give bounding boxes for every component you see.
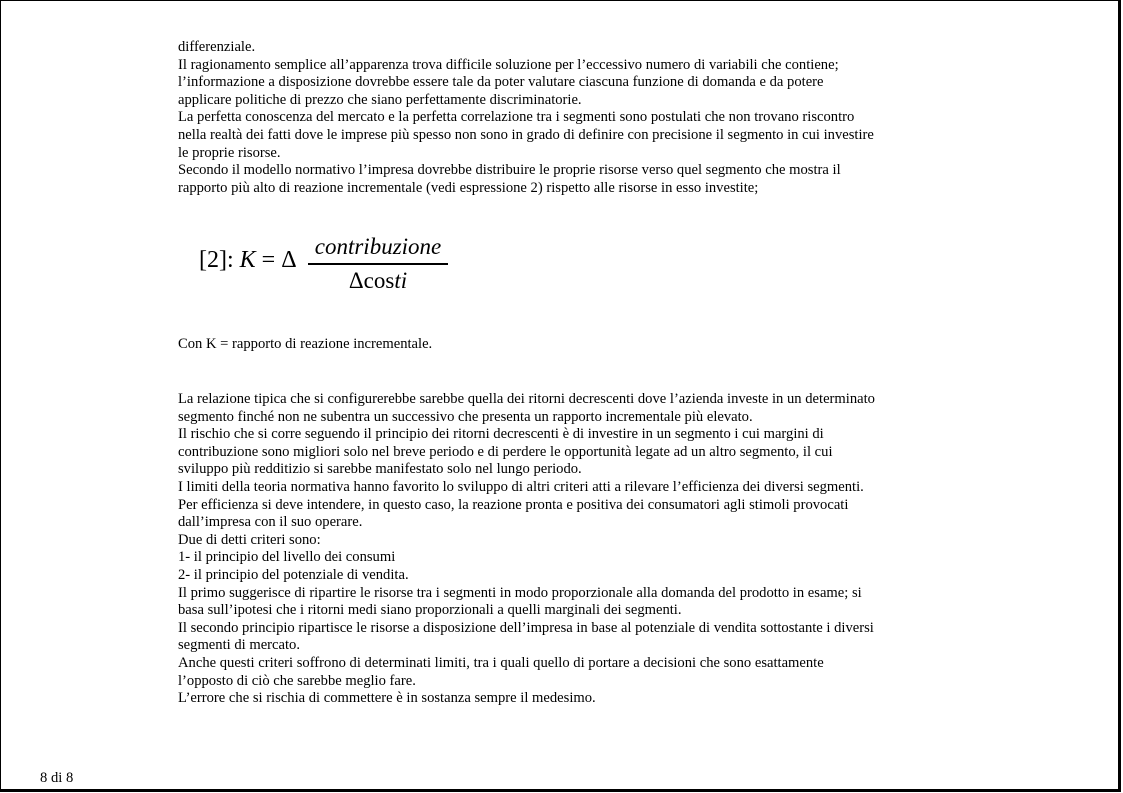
text-line: l’opposto di ciò che sarebbe meglio fare.: [178, 672, 416, 689]
text-line: basa sull’ipotesi che i ritorni medi siano proporzionali a quelli marginali dei segmenti.: [178, 602, 682, 619]
formula-fraction: [308, 233, 448, 294]
formula-variable: K: [239, 247, 256, 273]
text-line: rapporto più alto di reazione incrementale (vedi espressione 2) rispetto alle risorse in esso investite;: [178, 179, 759, 196]
formula-lhs: [199, 247, 297, 274]
page-number: 8 di 8: [40, 770, 74, 786]
text-line: Il ragionamento semplice all’apparenza trova difficile soluzione per l’eccessivo numero di variabili che contiene;: [178, 56, 839, 73]
formula-label: [2]: [199, 247, 227, 273]
text-line: 1- il principio del livello dei consumi: [178, 549, 396, 566]
denominator-ti: ti: [394, 267, 408, 293]
text-line: Il secondo principio ripartisce le risorse a disposizione dell’impresa in base al potenziale di vendita sottostante i diversi: [178, 619, 874, 636]
text-line: le proprie risorse.: [178, 144, 281, 161]
formula-caption: Con K = rapporto di reazione incrementale.: [178, 336, 433, 352]
formula-denominator: [308, 268, 448, 294]
text-line: dall’impresa con il suo operare.: [178, 514, 363, 531]
text-line: Anche questi criteri soffrono di determinati limiti, tra i quali quello di portare a decisioni che sono esattamente: [178, 654, 824, 671]
text-line: contribuzione sono migliori solo nel breve periodo e di perdere le opportunità legate ad un altro segmento, il cui: [178, 443, 833, 460]
denominator-cos: cos: [363, 267, 395, 293]
text-line: I limiti della teoria normativa hanno favorito lo sviluppo di altri criteri atti a rilevare l’efficienza dei diversi segmenti.: [178, 478, 864, 495]
text-line: segmento finché non ne subentra un successivo che presenta un rapporto incrementale più elevato.: [178, 408, 753, 425]
fraction-bar: [308, 263, 448, 265]
formula-numerator: contribuzione: [314, 234, 442, 259]
text-line: l’informazione a disposizione dovrebbe essere tale da poter valutare ciascuna funzione di domanda e da potere: [178, 74, 824, 91]
text-line: Il primo suggerisce di ripartire le risorse tra i segmenti in modo proporzionale alla domanda del prodotto in esame; si: [178, 584, 862, 601]
text-line: segmenti di mercato.: [178, 637, 300, 654]
text-line: differenziale.: [178, 39, 256, 55]
text-line: Due di detti criteri sono:: [178, 531, 321, 548]
text-line: L’errore che si rischia di commettere è in sostanza sempre il medesimo.: [178, 690, 596, 707]
text-line: La relazione tipica che si configurerebbe sarebbe quella dei ritorni decrescenti dove l’azienda investe in un determinato: [178, 391, 875, 407]
formula-equals: = Δ: [255, 247, 297, 273]
text-line: Il rischio che si corre seguendo il principio dei ritorni decrescenti è di investire in un segmento i cui margini di: [178, 426, 824, 443]
text-line: nella realtà dei fatti dove le imprese più spesso non sono in grado di definire con precisione il segmento in cui investire: [178, 126, 874, 143]
formula-expression-2: [199, 233, 459, 295]
bottom-text-block: [178, 391, 958, 708]
denominator-delta: Δ: [348, 267, 364, 293]
text-line: sviluppo più redditizio si sarebbe manifestato solo nel lungo periodo.: [178, 461, 582, 478]
formula-colon: :: [226, 247, 234, 273]
text-line: 2- il principio del potenziale di vendita.: [178, 566, 409, 583]
text-line: Secondo il modello normativo l’impresa dovrebbe distribuire le proprie risorse verso quel segmento che mostra il: [178, 162, 841, 179]
text-line: Per efficienza si deve intendere, in questo caso, la reazione pronta e positiva dei consumatori agli stimoli provocati: [178, 496, 849, 513]
text-line: applicare politiche di prezzo che siano perfettamente discriminatorie.: [178, 91, 582, 108]
top-text-block: [178, 39, 958, 197]
text-line: La perfetta conoscenza del mercato e la perfetta correlazione tra i segmenti sono postulati che non trovano riscontro: [178, 109, 855, 126]
